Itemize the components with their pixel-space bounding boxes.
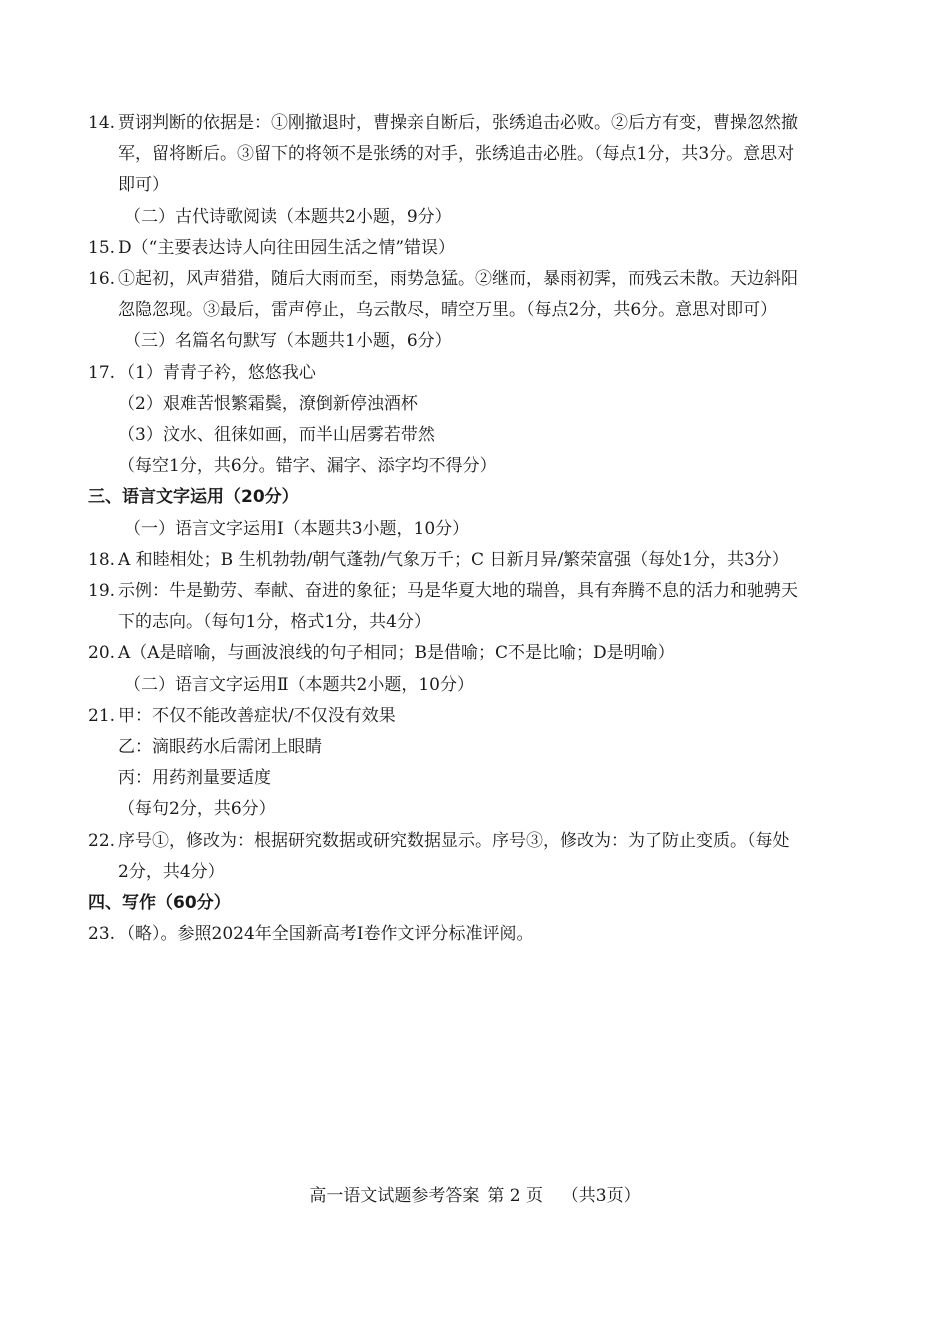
answer-text: 贾诩判断的依据是：①刚撤退时，曹操亲自断后，张绣追击必败。②后方有变，曹操忽然撤军，留将断后。③留下的将领不是张绣的对手，张绣追击必胜。（每点1分，共3分。意思对即可） [118, 113, 798, 196]
answer-text: A（A是暗喻，与画波浪线的句子相同；B是借喻；C不是比喻；D是明喻） [118, 643, 675, 664]
question-number: 23. [88, 924, 116, 945]
footer-title: 高一语文试题参考答案 [309, 1186, 480, 1206]
question-number: 19. [88, 581, 116, 602]
question-number: 16. [88, 269, 116, 290]
answer-20 [88, 638, 800, 669]
question-number: 21. [88, 705, 116, 726]
question-number: 22. [88, 830, 116, 851]
answer-15 [88, 233, 800, 264]
question-number: 17. [88, 362, 116, 383]
section-heading-language-use-1: （一）语言文字运用Ⅰ（本题共3小题，10分） [124, 518, 470, 539]
answer-text: 示例：牛是勤劳、奉献、奋进的象征；马是华夏大地的瑞兽，具有奔腾不息的活力和驰骋天下的志向。（每句1分，格式1分，共4分） [118, 581, 798, 633]
answer-text: D（“主要表达诗人向往田园生活之情”错误） [118, 237, 456, 258]
answer-line: （1）青青子衿，悠悠我心 [118, 362, 316, 383]
answer-16 [88, 264, 800, 326]
page-footer [0, 1183, 950, 1209]
answer-text: 序号①，修改为：根据研究数据或研究数据显示。序号③，修改为：为了防止变质。（每处2分，共4分） [118, 830, 790, 882]
section-heading-dictation: （三）名篇名句默写（本题共1小题，6分） [124, 331, 452, 352]
answer-text: ①起初，风声猎猎，随后大雨而至，雨势急猛。②继而，暴雨初霁，而残云未散。天边斜阳忽隐忽现。③最后，雷声停止，乌云散尽，晴空万里。（每点2分，共6分。意思对即可） [118, 269, 798, 321]
answer-content [88, 108, 800, 950]
answer-22 [88, 826, 800, 888]
scoring-note: （每句2分，共6分） [118, 799, 276, 820]
answer-text: A 和睦相处；B 生机勃勃/朝气蓬勃/气象万千；C 日新月异/繁荣富强（每处1分，共3分） [118, 549, 789, 570]
footer-total-pages: （共3页） [561, 1186, 641, 1206]
answer-17 [88, 358, 800, 389]
section-heading-poetry: （二）古代诗歌阅读（本题共2小题，9分） [124, 206, 452, 227]
answer-19 [88, 576, 800, 638]
question-number: 20. [88, 643, 116, 664]
answer-23 [88, 919, 800, 950]
footer-page-number: 第 2 页 [487, 1186, 543, 1206]
answer-18 [88, 545, 800, 576]
section-heading-language-use-2: （二）语言文字运用Ⅱ（本题共2小题，10分） [124, 674, 475, 695]
question-number: 18. [88, 549, 116, 570]
answer-line: （2）艰难苦恨繁霜鬓，潦倒新停浊酒杯 [118, 393, 418, 414]
question-number: 15. [88, 237, 116, 258]
section-heading-language-use: 三、语言文字运用（20分） [88, 487, 299, 508]
answer-line: 乙：滴眼药水后需闭上眼睛 [118, 737, 322, 758]
section-heading-writing: 四、写作（60分） [88, 893, 231, 914]
answer-line: 丙：用药剂量要适度 [118, 768, 271, 789]
answer-14 [88, 108, 800, 202]
scoring-note: （每空1分，共6分。错字、漏字、添字均不得分） [118, 456, 497, 477]
answer-text: （略）。参照2024年全国新高考Ⅰ卷作文评分标准评阅。 [118, 924, 534, 945]
answer-21 [88, 701, 800, 732]
answer-line: 甲：不仅不能改善症状/不仅没有效果 [118, 705, 396, 726]
answer-line: （3）汶水、徂徕如画，而半山居雾若带然 [118, 425, 435, 446]
question-number: 14. [88, 113, 116, 133]
